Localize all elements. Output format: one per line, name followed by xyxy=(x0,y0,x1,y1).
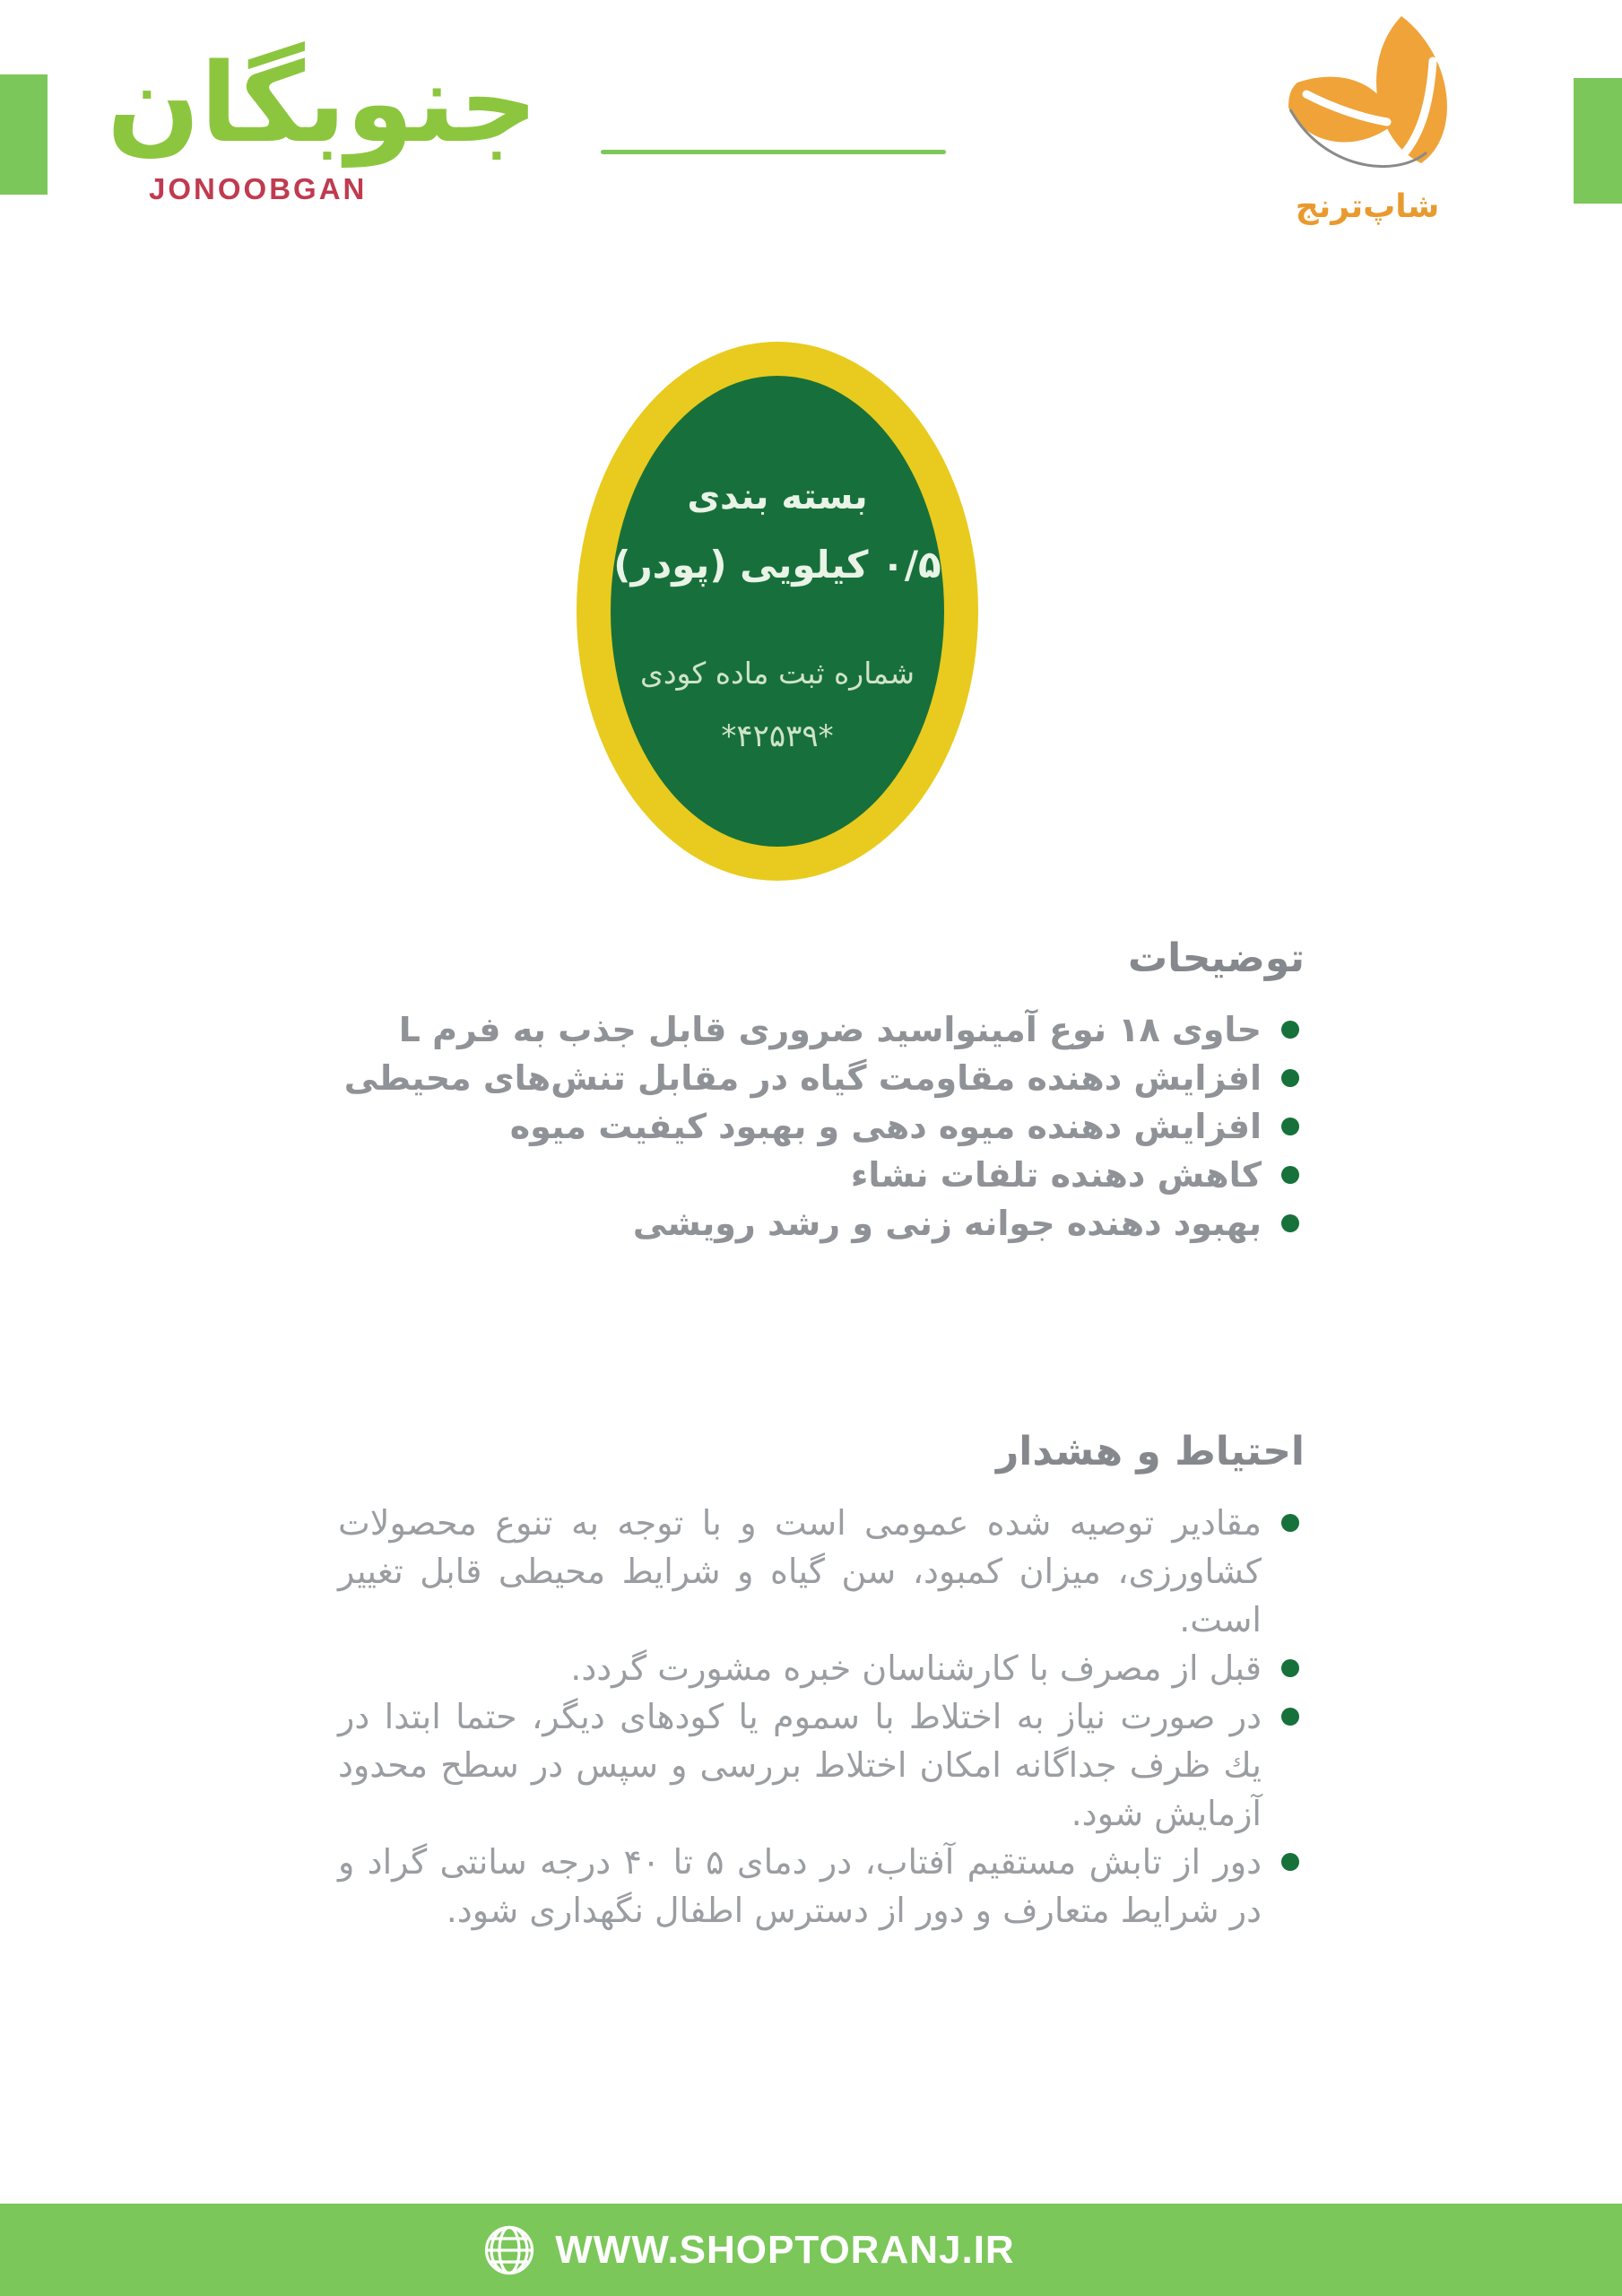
right-edge-green-bar xyxy=(1574,78,1622,204)
list-item xyxy=(338,1499,1305,1644)
footer-bar xyxy=(0,2204,1622,2296)
bullet-dot-icon xyxy=(1281,1853,1299,1871)
list-item-text: بهبود دهنده جوانه زنی و رشد رویشی xyxy=(632,1204,1262,1243)
badge-weight-label: ۰/۵ کیلویی (پودر) xyxy=(613,543,941,587)
list-item xyxy=(338,1005,1305,1054)
bullet-dot-icon xyxy=(1281,1021,1299,1039)
left-edge-green-bar xyxy=(0,74,48,195)
jonoobgan-wordmark-en: JONOOBGAN xyxy=(149,172,368,205)
leaves-icon xyxy=(1251,9,1484,188)
list-item xyxy=(338,1054,1305,1102)
list-item xyxy=(338,1102,1305,1151)
shoptoranj-wordmark: شاپ‌ترنج xyxy=(1295,188,1440,225)
list-item-text: قبل از مصرف با کارشناسان خبره مشورت گردد. xyxy=(570,1648,1262,1688)
packaging-badge xyxy=(577,342,978,881)
bullet-dot-icon xyxy=(1281,1069,1299,1087)
caution-title: احتیاط و هشدار xyxy=(995,1429,1305,1474)
badge-registration-number: *۴۲۵۳۹* xyxy=(721,718,834,754)
description-title: توضیحات xyxy=(1127,935,1305,981)
badge-registration-label: شماره ثبت ماده کودی xyxy=(639,656,915,691)
list-item-text: افزایش دهنده میوه دهی و بهبود کیفیت میوه xyxy=(509,1107,1262,1146)
bullet-dot-icon xyxy=(1281,1514,1299,1532)
jonoobgan-wordmark-fa: جنوبگان xyxy=(107,39,538,167)
description-section xyxy=(338,935,1305,1248)
header-divider-line xyxy=(601,150,946,154)
bullet-dot-icon xyxy=(1281,1118,1299,1135)
list-item-text: کاهش دهنده تلفات نشاء xyxy=(850,1155,1262,1195)
list-item-text: دور از تابش مستقیم آفتاب، در دمای ۵ تا ۴۰ درجه سانتی گراد و در شرایط متعارف و دور از دسترس اطفال نگهداری شود. xyxy=(338,1842,1262,1930)
list-item-text: حاوی ۱۸ نوع آمینواسید ضروری قابل جذب به فرم L xyxy=(398,1010,1262,1049)
website-url: WWW.SHOPTORANJ.IR xyxy=(555,2227,1015,2272)
list-item xyxy=(338,1838,1305,1935)
list-item xyxy=(338,1644,1305,1692)
list-item-text: افزایش دهنده مقاومت گیاه در مقابل تنش‌های محیطی xyxy=(343,1058,1262,1098)
footer-content xyxy=(483,2224,1014,2276)
shoptoranj-logo xyxy=(1251,9,1484,251)
jonoobgan-logo xyxy=(107,27,538,215)
bullet-dot-icon xyxy=(1281,1659,1299,1677)
list-item xyxy=(338,1151,1305,1199)
list-item xyxy=(338,1692,1305,1838)
description-list xyxy=(338,1005,1305,1248)
bullet-dot-icon xyxy=(1281,1708,1299,1726)
bullet-dot-icon xyxy=(1281,1166,1299,1184)
list-item xyxy=(338,1199,1305,1248)
badge-packaging-label: بسته بندی xyxy=(687,476,868,517)
caution-section xyxy=(338,1428,1305,1935)
bullet-dot-icon xyxy=(1281,1214,1299,1232)
list-item-text: در صورت نیاز به اختلاط با سموم یا کودهای دیگر، حتما ابتدا در یك ظرف جداگانه امکان اختلاط بررسی و سپس در سطح محدود آزمایش شود. xyxy=(338,1697,1262,1833)
globe-icon xyxy=(483,2224,535,2276)
caution-list xyxy=(338,1499,1305,1935)
list-item-text: مقادیر توصیه شده عمومی است و با توجه به تنوع محصولات کشاورزی، میزان کمبود، سن گیاه و شرایط محیطی قابل تغییر است. xyxy=(338,1503,1262,1639)
